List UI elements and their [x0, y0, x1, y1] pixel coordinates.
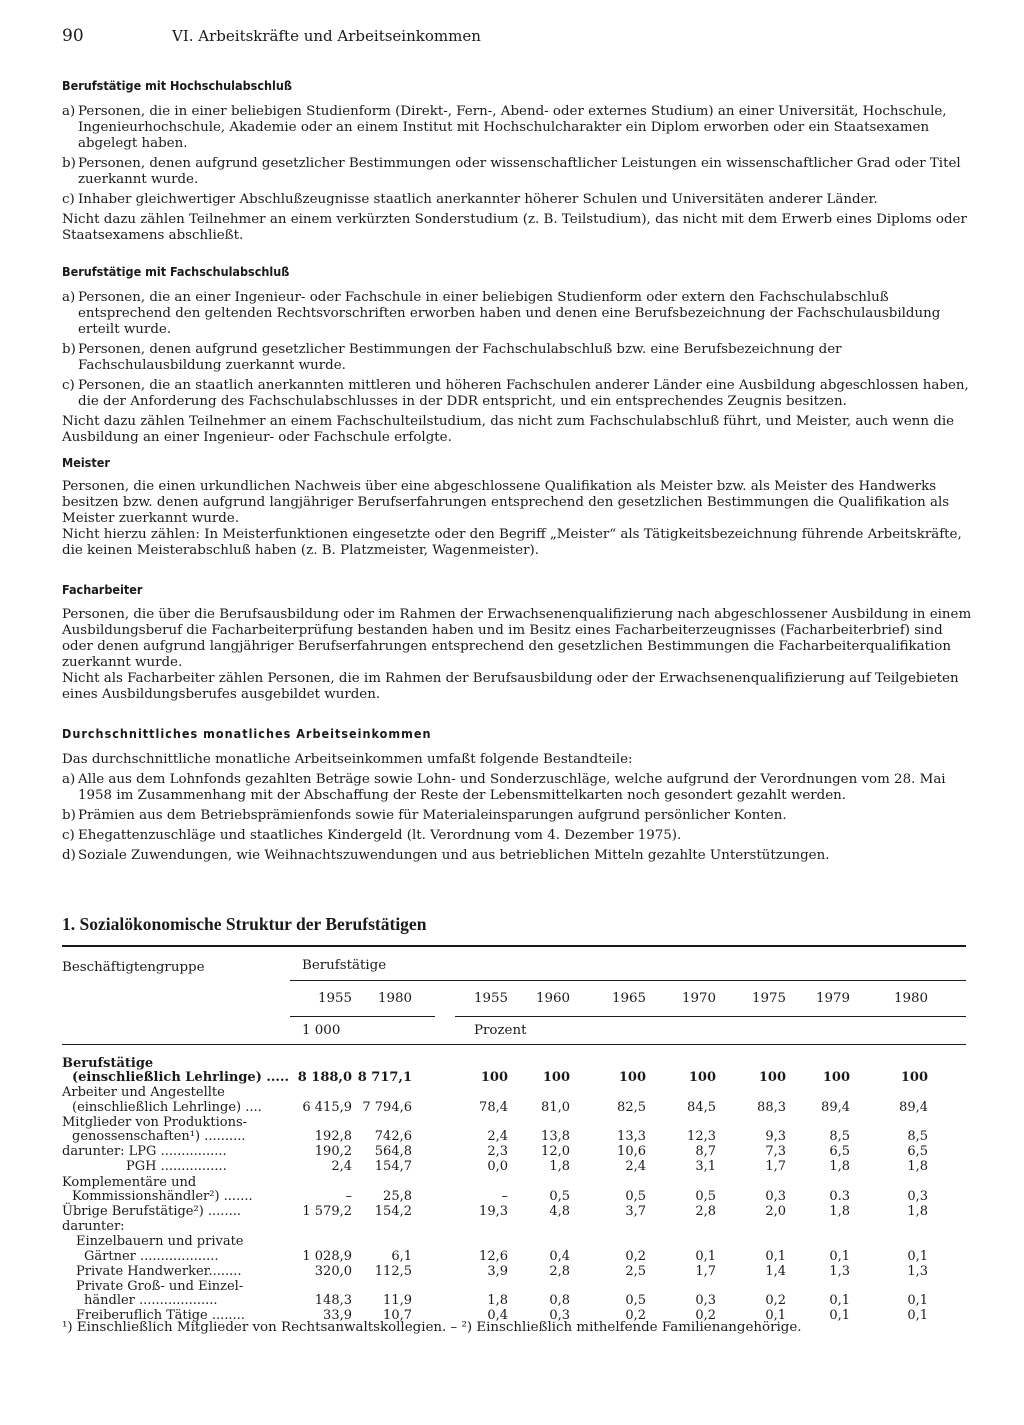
table-cell: 154,7 [374, 1159, 412, 1175]
table-cell: – [501, 1188, 508, 1204]
section-note: Nicht dazu zählen Teilnehmer an einem Fachschulteilstudium, das nicht zum Fachschulabschluß führt, und Meister, auch wenn die Ausbildung an einer Ingenieur- oder Fachschule erfolgte. [62, 414, 955, 445]
table-cell: 0,2 [625, 1248, 646, 1264]
unit-percent: Prozent [474, 1023, 527, 1038]
section-hochschul [62, 78, 972, 93]
table-cell: 100 [688, 1070, 716, 1086]
table-cell: 0,5 [695, 1188, 716, 1204]
table-cell: 320,0 [314, 1263, 352, 1279]
facharbeiter-body [62, 607, 972, 703]
table-cell: 1,3 [829, 1263, 850, 1279]
list-item: d) Soziale Zuwendungen, wie Weihnachtszuwendungen und aus betrieblichen Mitteln gezahlte Unterstützungen. [62, 848, 830, 863]
table-cell: 2,3 [487, 1144, 508, 1160]
list-item: a) Personen, die an einer Ingenieur- oder Fachschule in einer beliebigen Studienform oder extern den Fachschulabschluß entsprechend den geltenden Rechtsvorschriften erworben haben und denen eine Berufsbezeichnung der Fachschulausbildung erteilt wurde. [62, 290, 941, 337]
list-item: c) Personen, die an staatlich anerkannten mittleren und höheren Fachschulen anderer Länder eine Ausbildung abgeschlossen haben, die der Anforderung des Fachschulabschlusses in der DDR entspricht, und ein entsprechendes Zeugnis besitzen. [62, 378, 969, 409]
table-cell: 112,5 [374, 1263, 412, 1279]
table-cell: 78,4 [479, 1099, 508, 1115]
list-item: a) Personen, die in einer beliebigen Studienform (Direkt-, Fern-, Abend- oder externes Studium) an einer Universität, Hochschule, Ingenieurhochschule, Akademie oder an einem Institut mit Hochschulcharakter ein Diplom erworben oder ein Staatsexamen abgelegt haben. [62, 104, 947, 151]
table-cell: 8 188,0 [297, 1070, 352, 1086]
table-cell: 0,3 [549, 1308, 570, 1324]
table-cell: 0,1 [765, 1248, 786, 1264]
table-cell: 0,1 [829, 1308, 850, 1324]
year-header: 1979 [816, 991, 851, 1006]
year-header: 1975 [752, 991, 787, 1006]
running-header [62, 26, 964, 46]
row-label: Übrige Berufstätige²) ........ [62, 1204, 241, 1219]
col-group-label: Beschäftigtengruppe [62, 960, 205, 975]
year-header: 1955 [318, 991, 353, 1006]
table-cell: 1 028,9 [302, 1248, 352, 1264]
header-bottom-rule [62, 1044, 966, 1045]
list-item: c) Inhaber gleichwertiger Abschlußzeugnisse staatlich anerkannter höherer Schulen und Universitäten anderer Länder. [62, 192, 878, 207]
header-rule-2a [290, 1016, 435, 1017]
section-note: Nicht als Facharbeiter zählen Personen, die im Rahmen der Berufsausbildung oder der Erwachsenenqualifizierung auf Teilgebieten eines Ausbildungsberufes ausgebildet wurden. [62, 671, 959, 702]
section-heading: Durchschnittliches monatliches Arbeitseinkommen [62, 726, 432, 741]
table-cell: 6,5 [907, 1144, 928, 1160]
table-cell: 1,7 [695, 1263, 716, 1279]
table-cell: 100 [480, 1070, 508, 1086]
table-cell: 0,4 [549, 1248, 570, 1264]
table-cell: 1,8 [907, 1159, 928, 1175]
section-fachschul [62, 264, 972, 279]
section-facharbeiter [62, 582, 972, 597]
row-label: PGH ................ [126, 1159, 227, 1175]
year-header: 1960 [536, 991, 571, 1006]
table-title: 1. Sozialökonomische Struktur der Berufstätigen [62, 914, 427, 934]
table-cell: 7 794,6 [362, 1099, 412, 1115]
table-cell: 0,1 [829, 1248, 850, 1264]
table-cell: 81,0 [541, 1099, 570, 1115]
table-footnote: ¹) Einschließlich Mitglieder von Rechtsanwaltskollegien. – ²) Einschließlich mithelfende Familienangehörige. [62, 1320, 802, 1335]
table-cell: 10,7 [383, 1308, 412, 1324]
table-cell: 0,5 [625, 1188, 646, 1204]
row-label: Einzelbauern und private [76, 1234, 244, 1250]
table-cell: 0,5 [625, 1293, 646, 1309]
table-cell: 2,8 [695, 1204, 716, 1219]
table-cell: – [345, 1188, 352, 1204]
section-heading: Facharbeiter [62, 582, 143, 597]
table-cell: 2,4 [487, 1129, 508, 1144]
row-label: Private Groß- und Einzel- [76, 1279, 244, 1294]
year-header: 1965 [612, 991, 647, 1006]
row-label: genossenschaften¹) .......... [72, 1129, 246, 1144]
table-cell: 8 717,1 [357, 1070, 412, 1086]
table-cell: 0,2 [625, 1308, 646, 1324]
section-note: Nicht hierzu zählen: In Meisterfunktionen eingesetzte oder den Begriff „Meister“ als Tätigkeitsbezeichnung führende Arbeitskräfte, die keinen Meisterabschluß haben (z. B. Platzmeister, Wagenmeister). [62, 527, 962, 558]
table-cell: 13,3 [617, 1129, 646, 1144]
table-cell: 10,6 [617, 1144, 646, 1160]
table-cell: 1,3 [907, 1263, 928, 1279]
row-label: Freiberuflich Tätige ........ [76, 1308, 245, 1324]
table-cell: 0.3 [829, 1188, 850, 1204]
year-header: 1980 [894, 991, 929, 1006]
table-cell: 0,4 [487, 1308, 508, 1324]
table-cell: 742,6 [374, 1129, 412, 1144]
table-cell: 82,5 [617, 1099, 646, 1115]
table-cell: 1,7 [765, 1159, 786, 1175]
table-cell: 100 [900, 1070, 928, 1086]
list-item: a) Alle aus dem Lohnfonds gezahlten Beträge sowie Lohn- und Sonderzuschläge, welche aufgrund der Verordnungen vom 28. Mai 1958 im Zusammenhang mit der Abschaffung der Reste der Lebensmittelkarten noch gesondert gezahlt werden. [62, 772, 946, 803]
section-note: Nicht dazu zählen Teilnehmer an einem verkürzten Sonderstudium (z. B. Teilstudium), das nicht mit dem Erwerb eines Diploms oder Staatsexamens abschließt. [62, 212, 967, 243]
row-label: Komplementäre und [62, 1174, 197, 1190]
table-cell: 2,8 [549, 1263, 570, 1279]
table-cell: 100 [822, 1070, 850, 1086]
table-cell: 89,4 [899, 1099, 928, 1115]
table-cell: 2,4 [625, 1159, 646, 1175]
table-cell: 1,8 [907, 1204, 928, 1219]
table-cell: 2,5 [625, 1263, 646, 1279]
table-cell: 6,1 [391, 1248, 412, 1264]
table-cell: 1,4 [765, 1263, 786, 1279]
row-label: händler ................... [84, 1293, 218, 1309]
row-label: darunter: LPG ................ [62, 1144, 227, 1160]
table-cell: 0,5 [549, 1188, 570, 1204]
table-cell: 4,8 [549, 1204, 570, 1219]
table-cell: 190,2 [314, 1144, 352, 1160]
section-heading: Berufstätige mit Fachschulabschluß [62, 264, 290, 279]
row-label: (einschließlich Lehrlinge) .... [72, 1099, 262, 1115]
table-cell: 1,8 [549, 1159, 570, 1175]
table-cell: 1,8 [829, 1159, 850, 1175]
table-cell: 9,3 [765, 1129, 786, 1144]
table-cell: 100 [542, 1070, 570, 1086]
header-rule-1 [290, 980, 966, 981]
table-cell: 8,7 [695, 1144, 716, 1160]
table-cell: 0,3 [765, 1188, 786, 1204]
row-label: Gärtner ................... [84, 1248, 219, 1264]
list-item: b) Personen, denen aufgrund gesetzlicher Bestimmungen der Fachschulabschluß bzw. eine Berufsbezeichnung der Fachschulausbildung zuerkannt wurde. [62, 342, 842, 373]
table-cell: 1 579,2 [302, 1204, 352, 1219]
hochschul-items [62, 104, 972, 244]
table-cell: 564,8 [374, 1144, 412, 1160]
table-cell: 12,0 [541, 1144, 570, 1160]
table-cell: 88,3 [757, 1099, 786, 1115]
year-header: 1970 [682, 991, 717, 1006]
section-heading: Berufstätige mit Hochschulabschluß [62, 78, 292, 93]
einkommen-body [62, 752, 972, 868]
table-cell: 0,8 [549, 1293, 570, 1309]
section-intro: Das durchschnittliche monatliche Arbeitseinkommen umfaßt folgende Bestandteile: [62, 752, 633, 767]
table-cell: 11,9 [383, 1293, 412, 1309]
row-label: Berufstätige [62, 1056, 154, 1071]
fachschul-items [62, 290, 972, 446]
table-cell: 84,5 [687, 1099, 716, 1115]
table-cell: 100 [758, 1070, 786, 1086]
row-label: (einschließlich Lehrlinge) ..... [72, 1070, 290, 1086]
table-cell: 8,5 [907, 1129, 928, 1144]
row-label: Mitglieder von Produktions- [62, 1114, 248, 1130]
table-cell: 3,7 [625, 1204, 646, 1219]
table-cell: 25,8 [383, 1188, 412, 1204]
table-cell: 2,4 [331, 1159, 352, 1175]
meister-body [62, 479, 972, 559]
table-cell: 12,3 [687, 1129, 716, 1144]
row-label: darunter: [62, 1219, 125, 1235]
list-item: b) Personen, denen aufgrund gesetzlicher Bestimmungen oder wissenschaftlicher Leistungen ein wissenschaftlicher Grad oder Titel zuerkannt wurde. [62, 156, 961, 187]
section-text: Personen, die über die Berufsausbildung oder im Rahmen der Erwachsenenqualifizierung nach abgeschlossener Ausbildung in einem Ausbildungsberuf die Facharbeiterprüfung bestanden haben und im Besitz eines Facharbeiterzeugnisses (Facharbeiterbrief) sind oder denen aufgrund langjähriger Berufserfahrungen entsprechend den gesetzlichen Bestimmungen die Facharbeiterqualifikation zuerkannt wurde. [62, 607, 972, 670]
header-rule-2b [455, 1016, 966, 1017]
table-cell: 0,2 [765, 1293, 786, 1309]
unit-absolute: 1 000 [302, 1023, 341, 1038]
row-label: Arbeiter und Angestellte [62, 1085, 225, 1101]
table-cell: 0,1 [907, 1308, 928, 1324]
row-label: Kommissionshändler²) ....... [72, 1188, 253, 1204]
table-cell: 0,1 [907, 1293, 928, 1309]
page-number: 90 [62, 26, 84, 46]
year-header: 1955 [474, 991, 509, 1006]
table-cell: 0,1 [907, 1248, 928, 1264]
table-cell: 19,3 [479, 1204, 508, 1219]
section-meister [62, 455, 972, 470]
table-cell: 0,3 [907, 1188, 928, 1204]
table-cell: 0,1 [829, 1293, 850, 1309]
section-einkommen [62, 726, 972, 741]
table-cell: 1,8 [487, 1293, 508, 1309]
list-item: c) Ehegattenzuschläge und staatliches Kindergeld (lt. Verordnung vom 4. Dezember 1975). [62, 828, 682, 843]
table-cell: 13,8 [541, 1129, 570, 1144]
table-cell: 2,0 [765, 1204, 786, 1219]
berufstaetige-header: Berufstätige [302, 958, 387, 973]
table-cell: 6 415,9 [302, 1099, 352, 1115]
list-item: b) Prämien aus dem Betriebsprämienfonds sowie für Materialeinsparungen aufgrund persönlicher Konten. [62, 808, 787, 823]
row-label: Private Handwerker........ [76, 1263, 242, 1279]
table-cell: 0,1 [695, 1248, 716, 1264]
table-cell: 33,9 [323, 1308, 352, 1324]
year-header: 1980 [378, 991, 413, 1006]
table-cell: 0,3 [695, 1293, 716, 1309]
table-cell: 6,5 [829, 1144, 850, 1160]
table-cell: 100 [618, 1070, 646, 1086]
table-cell: 0,1 [765, 1308, 786, 1324]
chapter-title: VI. Arbeitskräfte und Arbeitseinkommen [172, 27, 481, 45]
table-cell: 12,6 [479, 1248, 508, 1264]
table-cell: 89,4 [821, 1099, 850, 1115]
table-cell: 154,2 [374, 1204, 412, 1219]
table-cell: 3,1 [695, 1159, 716, 1175]
table-cell: 0,2 [695, 1308, 716, 1324]
table-cell: 1,8 [829, 1204, 850, 1219]
section-text: Personen, die einen urkundlichen Nachweis über eine abgeschlossene Qualifikation als Meister bzw. als Meister des Handwerks besitzen bzw. denen aufgrund langjähriger Berufserfahrungen entsprechend den gesetzlichen Bestimmungen die Qualifikation als Meister zuerkannt wurde. [62, 479, 950, 526]
table-cell: 3,9 [487, 1263, 508, 1279]
table-cell: 8,5 [829, 1129, 850, 1144]
table-cell: 192,8 [314, 1129, 352, 1144]
table-cell: 7,3 [765, 1144, 786, 1160]
table-cell: 148,3 [314, 1293, 352, 1309]
table-cell: 0,0 [487, 1159, 508, 1175]
section-heading: Meister [62, 455, 110, 470]
table-top-rule [62, 945, 966, 947]
